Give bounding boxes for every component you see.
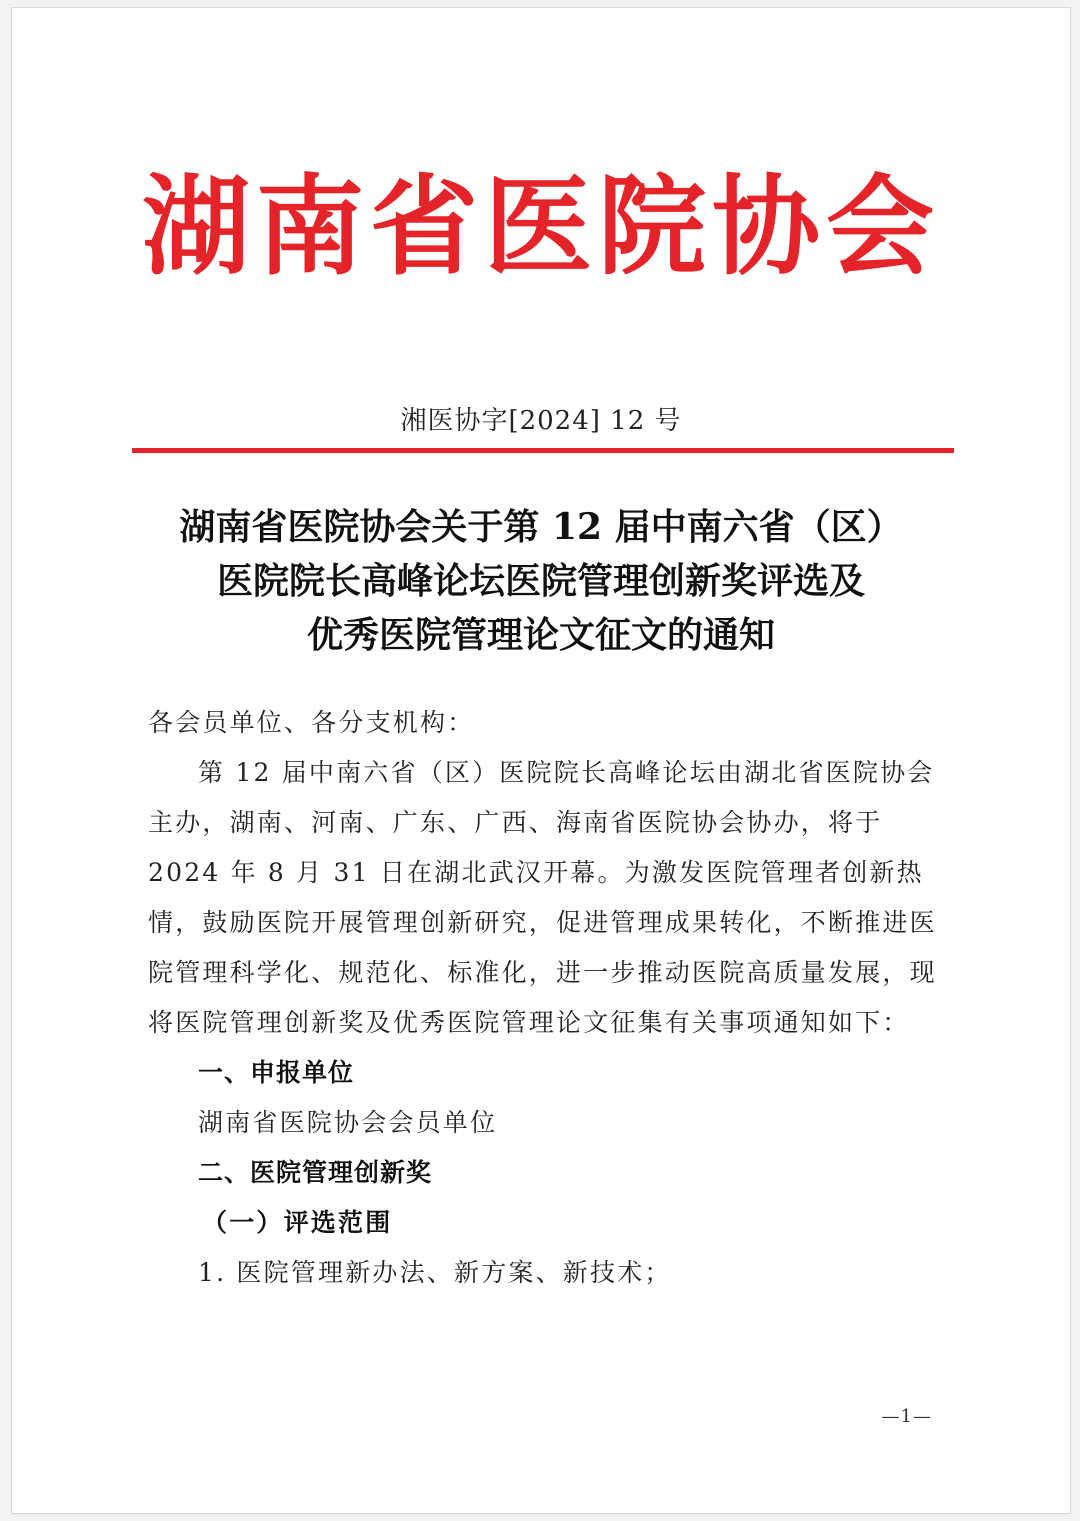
notice-title bbox=[72, 500, 1010, 662]
document-number: 湘医协字[2024] 12 号 bbox=[400, 406, 682, 436]
notice-body bbox=[148, 698, 938, 1298]
section-heading: 一、申报单位 bbox=[198, 1058, 355, 1087]
document-page bbox=[12, 8, 1070, 1513]
notice-title-line: 湖南省医院协会关于第 12 届中南六省（区） bbox=[179, 506, 903, 548]
intro-paragraph: 第 12 届中南六省（区）医院院长高峰论坛由湖北省医院协会主办，湖南、河南、广东、广西、海南省医院协会协办，将于 2024 年 8 月 31 日在湖北武汉开幕。为激发医院管理者创新热情，鼓励医院开展管理创新研究，促进管理成果转化，不断推进医院管理科学化、规范化、标准化，进一步推动医院高质量发展，现将医院管理创新奖及优秀医院管理论文征集有关事项通知如下： bbox=[148, 758, 937, 1037]
notice-title-line: 医院院长高峰论坛医院管理创新奖评选及 bbox=[216, 560, 865, 602]
subsection-heading: （一）评选范围 bbox=[202, 1208, 393, 1237]
list-item: 1. 医院管理新办法、新方案、新技术； bbox=[198, 1258, 672, 1287]
page-number: —1— bbox=[881, 1406, 932, 1427]
notice-title-line: 优秀医院管理论文征文的通知 bbox=[306, 614, 775, 656]
salutation: 各会员单位、各分支机构： bbox=[148, 708, 475, 737]
red-divider-rule bbox=[132, 448, 954, 453]
section-heading: 二、医院管理创新奖 bbox=[198, 1158, 433, 1187]
organization-letterhead: 湖南省医院协会 bbox=[141, 164, 940, 290]
section-text: 湖南省医院协会会员单位 bbox=[198, 1108, 498, 1137]
